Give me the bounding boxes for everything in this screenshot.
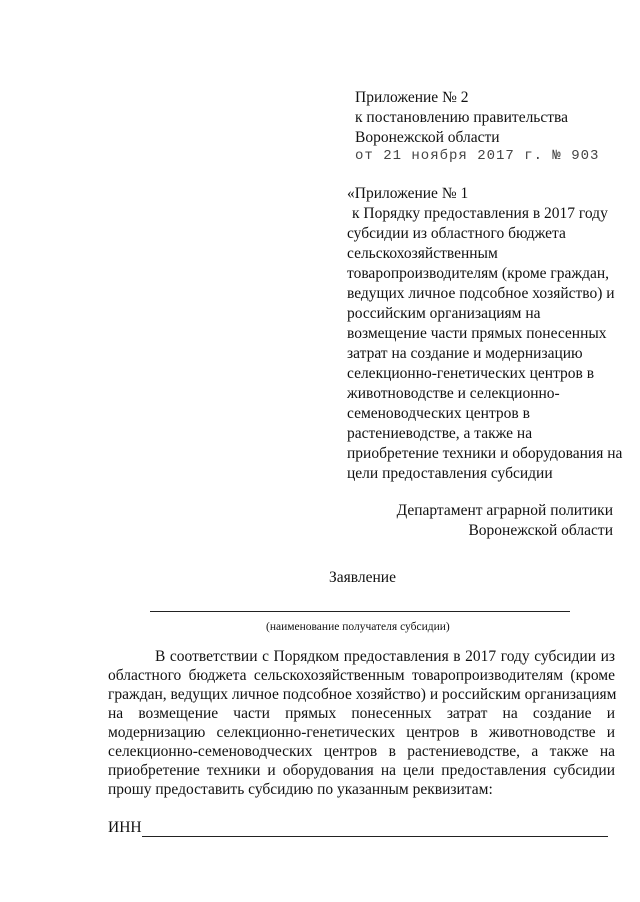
date-number-stamp: от 21 ноября 2017 г. № 903 [355,148,600,164]
appendix-line: семеноводческих центров в [347,405,530,422]
appendix-line: цели предоставления субсидии [347,465,553,482]
appendix-line: ведущих личное подсобное хозяйство) и [347,285,615,302]
header-appendix-number: Приложение № 2 [355,89,469,106]
inn-label: ИНН [108,819,142,836]
appendix-line: российским организациям на [347,305,541,322]
header-region-line: Воронежской области [355,129,500,146]
body-text-line: на возмещение части прямых понесенных затрат на создание и [108,705,615,722]
body-text-line: прошу предоставить субсидию по указанным реквизитам: [108,781,493,798]
body-text-line: селекционно-семеноводческих центров в растениеводстве, а также на [108,743,615,760]
appendix-line: приобретение техники и оборудования на [347,445,623,462]
appendix-line: растениеводстве, а также на [347,425,533,442]
addressee-department: Департамент аграрной политики [396,502,613,519]
appendix-line: затрат на создание и модернизацию [347,345,583,362]
appendix-line: товаропроизводителям (кроме граждан, [347,265,610,282]
inn-field-line[interactable] [142,836,608,837]
recipient-caption: (наименование получателя субсидии) [266,621,450,633]
body-text-line: модернизацию селекционно-генетических центров в животноводстве и [108,724,615,741]
appendix-line: субсидии из областного бюджета [347,225,566,242]
appendix-line: сельскохозяйственным [347,245,498,262]
appendix-line: к Порядку предоставления в 2017 году [352,205,608,222]
appendix-line: животноводстве и селекционно- [347,385,560,402]
appendix-line: возмещение части прямых понесенных [347,325,607,342]
addressee-region: Воронежской области [468,522,613,539]
appendix-line: селекционно-генетических центров в [347,365,595,382]
body-text-line: граждан, ведущих личное подсобное хозяйство) и российским организациям [108,686,617,703]
header-resolution-line: к постановлению правительства [355,109,569,126]
appendix-line: «Приложение № 1 [347,185,469,202]
body-text-line: приобретение техники и оборудования на цели предоставления субсидии [108,762,615,779]
body-text-line: В соответствии с Порядком предоставления в 2017 году субсидии из [155,648,615,665]
document-title: Заявление [329,569,396,586]
body-text-line: областного бюджета сельскохозяйственным товаропроизводителям (кроме [108,667,615,684]
recipient-name-line [150,611,570,612]
